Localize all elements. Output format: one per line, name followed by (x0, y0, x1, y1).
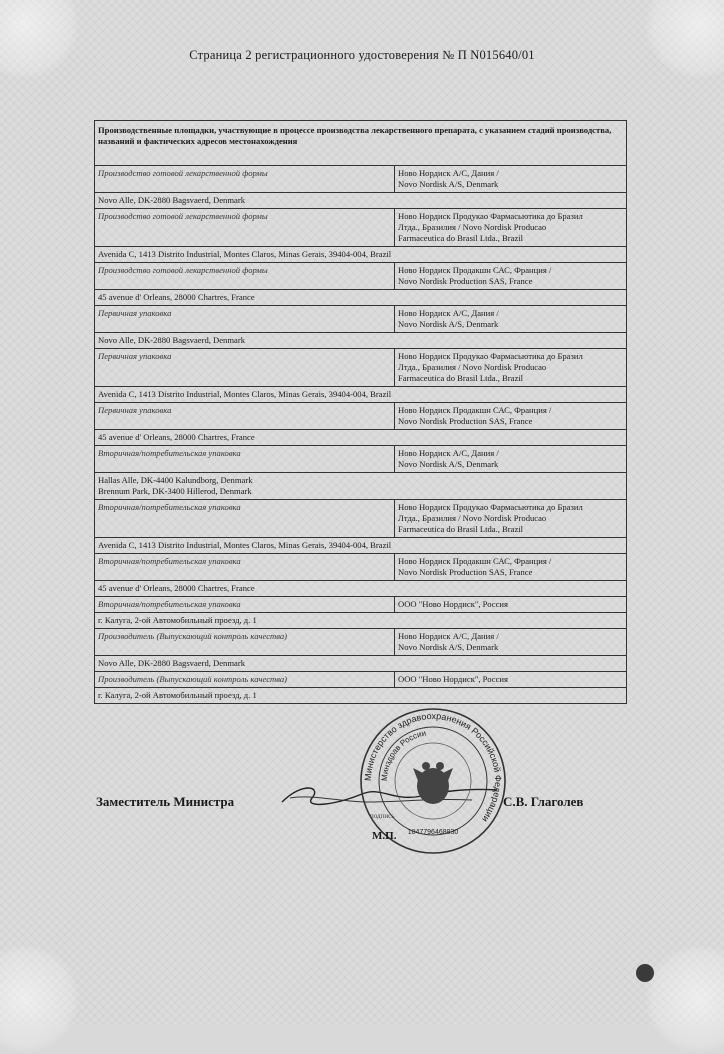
address-row (95, 656, 627, 672)
address-row (95, 538, 627, 554)
company-line: Farmaceutica do Brasil Ltda., Brazil (398, 524, 524, 534)
company-line: Ново Нордиск Продакшн САС, Франция / (398, 405, 552, 415)
company-cell (395, 209, 627, 247)
production-sites-table (94, 120, 627, 704)
page-title: Страница 2 регистрационного удостоверения № П N015640/01 (189, 48, 535, 62)
company-cell (395, 672, 627, 688)
stage-row (95, 597, 627, 613)
stage-row (95, 403, 627, 430)
address-row (95, 688, 627, 704)
stage-row (95, 672, 627, 688)
company-line: Лтда., Бразилия / Novo Nordisk Producao (398, 222, 547, 232)
company-line: Novo Nordisk A/S, Denmark (398, 459, 499, 469)
address-cell (95, 247, 627, 263)
company-line: Novo Nordisk Production SAS, France (398, 567, 533, 577)
address-row (95, 430, 627, 446)
company-line: Ново Нордиск Продукао Фармасьютика до Бразил (398, 502, 583, 512)
company-line: Ново Нордиск Продакшн САС, Франция / (398, 556, 552, 566)
address-line: Avenida C, 1413 Distrito Industrial, Montes Claros, Minas Gerais, 39404-004, Brazil (98, 389, 392, 399)
stage-row (95, 554, 627, 581)
company-cell (395, 500, 627, 538)
address-line: 45 avenue d' Orleans, 28000 Chartres, France (98, 432, 255, 442)
stage-cell: Первичная упаковка (95, 306, 395, 333)
company-line: ООО "Ново Нордиск", Россия (398, 674, 508, 684)
stage-cell: Производитель (Выпускающий контроль качества) (95, 672, 395, 688)
corner-watermark (0, 0, 80, 80)
signer-name: С.В. Глаголев (503, 794, 584, 809)
address-line: Hallas Alle, DK-4400 Kalundborg, Denmark (98, 475, 253, 485)
seal-number: 1047796468830 (407, 829, 459, 836)
address-line: г. Калуга, 2-ой Автомобильный проезд, д. 1 (98, 615, 257, 625)
seal-inner-text: Минздрав России (379, 728, 427, 782)
stage-cell: Вторичная/потребительская упаковка (95, 446, 395, 473)
company-cell (395, 403, 627, 430)
company-cell (395, 263, 627, 290)
company-line: ООО "Ново Нордиск", Россия (398, 599, 508, 609)
company-line: Ново Нордиск Продукао Фармасьютика до Бразил (398, 211, 583, 221)
company-line: Farmaceutica do Brasil Ltda., Brazil (398, 373, 524, 383)
eagle-emblem-icon (413, 762, 453, 804)
address-line: Novo Alle, DK-2880 Bagsvaerd, Denmark (98, 195, 246, 205)
stage-row (95, 306, 627, 333)
stage-row (95, 209, 627, 247)
corner-watermark (644, 944, 724, 1054)
address-cell (95, 387, 627, 403)
address-row (95, 613, 627, 629)
company-line: Ново Нордиск Продакшн САС, Франция / (398, 265, 552, 275)
company-cell (395, 446, 627, 473)
company-cell (395, 629, 627, 656)
company-cell (395, 554, 627, 581)
company-line: Ново Нордиск А/С, Дания / (398, 308, 499, 318)
address-line: Avenida C, 1413 Distrito Industrial, Montes Claros, Minas Gerais, 39404-004, Brazil (98, 249, 392, 259)
address-line: Avenida C, 1413 Distrito Industrial, Montes Claros, Minas Gerais, 39404-004, Brazil (98, 540, 392, 550)
company-cell (395, 349, 627, 387)
address-line: 45 avenue d' Orleans, 28000 Chartres, France (98, 292, 255, 302)
stage-row (95, 446, 627, 473)
address-cell (95, 538, 627, 554)
company-cell (395, 166, 627, 193)
company-line: Ново Нордиск А/С, Дания / (398, 631, 499, 641)
address-cell (95, 688, 627, 704)
company-line: Novo Nordisk Production SAS, France (398, 276, 533, 286)
address-cell (95, 581, 627, 597)
company-line: Ново Нордиск А/С, Дания / (398, 448, 499, 458)
address-cell (95, 193, 627, 209)
company-line: Лтда., Бразилия / Novo Nordisk Producao (398, 362, 547, 372)
address-line: Brennum Park, DK-3400 Hillerod, Denmark (98, 486, 252, 496)
company-line: Ново Нордиск А/С, Дания / (398, 168, 499, 178)
stage-row (95, 166, 627, 193)
company-cell (395, 597, 627, 613)
stage-cell: Вторичная/потребительская упаковка (95, 554, 395, 581)
address-line: 45 avenue d' Orleans, 28000 Chartres, France (98, 583, 255, 593)
company-line: Farmaceutica do Brasil Ltda., Brazil (398, 233, 524, 243)
address-row (95, 581, 627, 597)
company-line: Novo Nordisk A/S, Denmark (398, 642, 499, 652)
address-row (95, 290, 627, 306)
signer-position: Заместитель Министра (96, 794, 235, 809)
stage-row (95, 349, 627, 387)
stage-row (95, 263, 627, 290)
stage-cell: Производитель (Выпускающий контроль качества) (95, 629, 395, 656)
corner-watermark (0, 944, 80, 1054)
company-line: Novo Nordisk A/S, Denmark (398, 319, 499, 329)
company-line: Лтда., Бразилия / Novo Nordisk Producao (398, 513, 547, 523)
stage-cell: Производство готовой лекарственной формы (95, 209, 395, 247)
company-cell (395, 306, 627, 333)
address-row (95, 473, 627, 500)
table-body (95, 121, 627, 704)
corner-watermark (644, 0, 724, 80)
address-cell (95, 430, 627, 446)
address-cell (95, 656, 627, 672)
seal-podpis-label: подпись (370, 812, 395, 820)
stage-cell: Вторичная/потребительская упаковка (95, 500, 395, 538)
table-title: Производственные площадки, участвующие в процессе производства лекарственного препарата, с указанием стадий производства, названий и фактических адресов местонахождения (95, 121, 627, 166)
stage-row (95, 500, 627, 538)
address-line: Novo Alle, DK-2880 Bagsvaerd, Denmark (98, 335, 246, 345)
stage-cell: Производство готовой лекарственной формы (95, 166, 395, 193)
address-cell (95, 473, 627, 500)
address-row (95, 247, 627, 263)
stage-cell: Вторичная/потребительская упаковка (95, 597, 395, 613)
address-cell (95, 333, 627, 349)
address-line: г. Калуга, 2-ой Автомобильный проезд, д. 1 (98, 690, 257, 700)
address-row (95, 193, 627, 209)
stage-cell: Первичная упаковка (95, 403, 395, 430)
stamp-place-label: М.П. (372, 830, 397, 842)
company-line: Novo Nordisk A/S, Denmark (398, 179, 499, 189)
company-line: Novo Nordisk Production SAS, France (398, 416, 533, 426)
stage-cell: Производство готовой лекарственной формы (95, 263, 395, 290)
address-row (95, 387, 627, 403)
stage-row (95, 629, 627, 656)
punch-hole (636, 964, 654, 982)
address-row (95, 333, 627, 349)
company-line: Ново Нордиск Продукао Фармасьютика до Бразил (398, 351, 583, 361)
address-cell (95, 290, 627, 306)
address-cell (95, 613, 627, 629)
stage-cell: Первичная упаковка (95, 349, 395, 387)
address-line: Novo Alle, DK-2880 Bagsvaerd, Denmark (98, 658, 246, 668)
seal-outer-text: Министерство здравоохранения Российской Федерации (362, 710, 504, 825)
table-title-row (95, 121, 627, 166)
